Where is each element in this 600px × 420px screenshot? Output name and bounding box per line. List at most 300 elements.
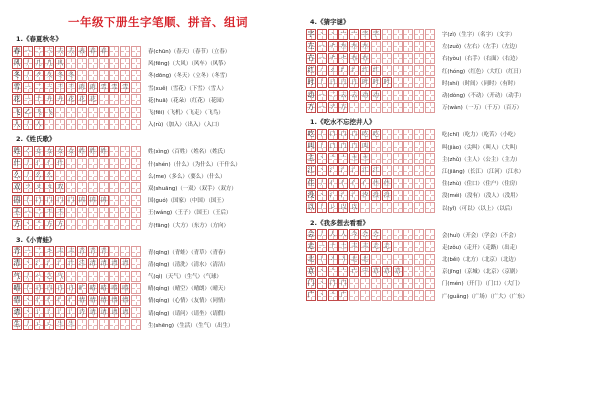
stroke-step-cell (23, 82, 33, 93)
cell-glyph: 氵 (329, 191, 336, 199)
stroke-step-cell (338, 41, 348, 52)
cell-glyph: 字 (372, 30, 379, 38)
cell-glyph: 么 (46, 172, 53, 180)
cell-glyph: 几 (46, 59, 53, 67)
stroke-step-cell (88, 94, 98, 105)
stroke-step-cell (23, 283, 33, 294)
pinyin-and-words: 京(jīng)（京城）（北京）（京剧） (442, 269, 521, 276)
empty-cell (109, 46, 119, 57)
stroke-step-cell (349, 202, 359, 213)
cell-glyph: 口 (329, 143, 336, 151)
character-row (12, 118, 304, 130)
cell-glyph: レ (329, 204, 336, 212)
stroke-step-cell (338, 77, 348, 88)
empty-cell (88, 119, 98, 130)
stroke-step-cell (328, 229, 338, 240)
stroke-step-cell (34, 119, 44, 130)
pinyin-and-words: 么(me)（多么）（要么）（什么） (148, 173, 226, 180)
cell-glyph: 姓 (13, 146, 21, 155)
character-cell (306, 153, 316, 164)
cell-glyph: 国 (100, 196, 107, 204)
character-row (12, 69, 304, 81)
stroke-step-cell (317, 65, 327, 76)
stroke-order-grid (12, 319, 142, 330)
stroke-step-cell (44, 158, 54, 169)
pinyin-and-words: 左(zuǒ)（左右）（左手）（左边） (442, 44, 521, 51)
cell-glyph: 丿 (24, 59, 31, 67)
cell-glyph: 青 (78, 248, 85, 256)
stroke-step-cell (382, 77, 392, 88)
cell-glyph: 会 (362, 231, 369, 239)
stroke-step-cell (88, 295, 98, 306)
cell-glyph: 时 (362, 79, 369, 87)
stroke-step-cell (34, 46, 44, 57)
empty-cell (425, 102, 435, 113)
cell-glyph: 请 (100, 309, 107, 317)
cell-glyph: フ (24, 184, 31, 192)
right-column (306, 0, 594, 420)
empty-cell (371, 278, 381, 289)
stroke-step-cell (55, 82, 65, 93)
cell-glyph: 夫 (68, 47, 75, 55)
stroke-step-cell (120, 82, 130, 93)
cell-glyph: 宀 (351, 30, 358, 38)
cell-glyph: 飞 (13, 107, 21, 116)
cell-glyph: 吃 (362, 130, 369, 138)
empty-cell (425, 178, 435, 189)
stroke-step-cell (99, 195, 109, 206)
cell-glyph: 丬 (340, 255, 347, 263)
cell-glyph: 请 (89, 309, 96, 317)
cell-glyph: 云 (351, 91, 358, 99)
cell-glyph: 京 (372, 267, 379, 275)
cell-glyph: 风 (13, 58, 21, 67)
stroke-step-cell (120, 295, 130, 306)
empty-cell (414, 278, 424, 289)
stroke-step-cell (349, 241, 359, 252)
stroke-step-cell (55, 319, 65, 330)
stroke-step-cell (34, 307, 44, 318)
cell-glyph: 情 (89, 296, 96, 304)
character-cell (12, 271, 22, 282)
cell-glyph: 一 (318, 103, 325, 111)
empty-cell (371, 254, 381, 265)
stroke-step-cell (349, 266, 359, 277)
empty-cell (131, 319, 141, 330)
empty-cell (109, 94, 119, 105)
cell-glyph: 丶 (318, 30, 325, 38)
cell-glyph: 夂 (46, 71, 53, 79)
stroke-order-grid (306, 141, 436, 152)
character-cell (12, 246, 22, 257)
cell-glyph: 冬 (68, 71, 75, 79)
lesson-section (306, 218, 594, 302)
character-row (306, 265, 594, 277)
stroke-step-cell (328, 53, 338, 64)
cell-glyph: く (24, 147, 31, 155)
empty-cell (414, 77, 424, 88)
stroke-step-cell (66, 195, 76, 206)
stroke-step-cell (109, 295, 119, 306)
empty-cell (99, 207, 109, 218)
cell-glyph: 廾 (57, 96, 64, 104)
stroke-order-grid (306, 290, 436, 301)
empty-cell (393, 190, 403, 201)
stroke-step-cell (338, 254, 348, 265)
cell-glyph: 汁 (68, 260, 75, 268)
empty-cell (131, 182, 141, 193)
character-row (306, 40, 594, 52)
stroke-step-cell (349, 178, 359, 189)
stroke-step-cell (55, 46, 65, 57)
stroke-step-cell (55, 182, 65, 193)
cell-glyph: 宁 (362, 267, 369, 275)
cell-glyph: 时 (372, 79, 379, 87)
character-row (12, 170, 304, 182)
stroke-step-cell (371, 178, 381, 189)
character-cell (306, 178, 316, 189)
cell-glyph: 动 (372, 91, 379, 99)
cell-glyph: 以 (340, 204, 347, 212)
stroke-step-cell (317, 102, 327, 113)
cell-glyph: 飞 (35, 108, 42, 116)
stroke-order-grid (306, 178, 436, 189)
character-cell (12, 319, 22, 330)
character-row (12, 182, 304, 194)
stroke-step-cell (88, 258, 98, 269)
stroke-step-cell (99, 82, 109, 93)
cell-glyph: 忄 (46, 296, 53, 304)
character-cell (12, 119, 22, 130)
cell-glyph: 丿 (24, 321, 31, 329)
stroke-step-cell (120, 307, 130, 318)
cell-glyph: 雪 (13, 83, 21, 92)
character-cell (306, 65, 316, 76)
cell-glyph: 情 (78, 296, 85, 304)
cell-glyph: 北 (351, 255, 358, 263)
stroke-step-cell (99, 258, 109, 269)
cell-glyph: 王 (13, 207, 21, 216)
cell-glyph: 氵 (329, 167, 336, 175)
stroke-step-cell (338, 65, 348, 76)
cell-glyph: 情 (111, 296, 118, 304)
stroke-step-cell (349, 90, 359, 101)
cell-glyph: 一 (24, 84, 31, 92)
empty-cell (88, 158, 98, 169)
lesson-heading: 1.《春夏秋冬》 (16, 35, 62, 43)
character-cell (12, 46, 22, 57)
stroke-step-cell (44, 283, 54, 294)
cell-glyph: 丨 (318, 255, 325, 263)
empty-cell (99, 158, 109, 169)
character-row (306, 153, 594, 165)
cell-glyph: 一 (318, 42, 325, 50)
stroke-step-cell (338, 290, 348, 301)
cell-glyph: 清 (100, 260, 107, 268)
stroke-order-grid (12, 207, 142, 218)
empty-cell (425, 53, 435, 64)
empty-cell (382, 102, 392, 113)
cell-glyph: ナ (329, 42, 336, 50)
empty-cell (77, 170, 87, 181)
stroke-step-cell (360, 178, 370, 189)
empty-cell (120, 58, 130, 69)
empty-cell (66, 158, 76, 169)
empty-cell (120, 246, 130, 257)
empty-cell (393, 278, 403, 289)
stroke-step-cell (55, 158, 65, 169)
cell-glyph: 亻 (46, 160, 53, 168)
empty-cell (109, 195, 119, 206)
cell-glyph: 清 (111, 260, 118, 268)
stroke-step-cell (55, 258, 65, 269)
cell-glyph: 主 (307, 154, 315, 163)
character-cell (12, 307, 22, 318)
empty-cell (66, 107, 76, 118)
stroke-step-cell (34, 246, 44, 257)
cell-glyph: 花 (78, 96, 85, 104)
cell-glyph: 花 (13, 95, 21, 104)
character-row (306, 201, 594, 213)
pinyin-and-words: 江(jiāng)（长江）（江河）（江水） (442, 168, 525, 175)
stroke-step-cell (360, 266, 370, 277)
cell-glyph: 方 (57, 221, 64, 229)
stroke-step-cell (44, 170, 54, 181)
empty-cell (120, 107, 130, 118)
empty-cell (382, 90, 392, 101)
empty-cell (120, 94, 130, 105)
empty-cell (77, 219, 87, 230)
empty-cell (131, 307, 141, 318)
empty-cell (99, 70, 109, 81)
cell-glyph: 丨 (318, 143, 325, 151)
stroke-step-cell (338, 202, 348, 213)
empty-cell (99, 170, 109, 181)
cell-glyph: 晴 (122, 284, 129, 292)
empty-cell (349, 102, 359, 113)
character-cell (306, 77, 316, 88)
empty-cell (425, 290, 435, 301)
character-row (12, 194, 304, 206)
stroke-step-cell (99, 146, 109, 157)
character-row (306, 290, 594, 302)
empty-cell (414, 241, 424, 252)
empty-cell (66, 207, 76, 218)
stroke-order-grid (306, 165, 436, 176)
empty-cell (403, 254, 413, 265)
character-cell (306, 102, 316, 113)
cell-glyph: 么 (13, 171, 21, 180)
stroke-step-cell (23, 170, 33, 181)
stroke-order-grid (306, 266, 436, 277)
cell-glyph: 今 (351, 231, 358, 239)
character-row (306, 101, 594, 113)
cell-glyph: 丶 (24, 260, 31, 268)
empty-cell (371, 41, 381, 52)
character-cell (306, 90, 316, 101)
stroke-step-cell (44, 219, 54, 230)
empty-cell (131, 82, 141, 93)
empty-cell (393, 65, 403, 76)
character-row (12, 270, 304, 282)
empty-cell (120, 70, 130, 81)
stroke-order-grid (306, 90, 436, 101)
empty-cell (382, 290, 392, 301)
cell-glyph: 国 (89, 196, 96, 204)
stroke-step-cell (77, 258, 87, 269)
lesson-section (12, 134, 304, 230)
cell-glyph: ㄴ (35, 321, 42, 329)
stroke-order-grid (12, 307, 142, 318)
character-cell (12, 195, 22, 206)
character-row (306, 77, 594, 89)
stroke-step-cell (34, 182, 44, 193)
pinyin-and-words: 门(mén)（开门）（门口）（大门） (442, 281, 523, 288)
empty-cell (109, 207, 119, 218)
empty-cell (425, 90, 435, 101)
stroke-step-cell (44, 146, 54, 157)
stroke-step-cell (77, 146, 87, 157)
cell-glyph: 女 (57, 147, 64, 155)
empty-cell (66, 182, 76, 193)
cell-glyph: 左 (340, 42, 347, 50)
stroke-order-grid (306, 278, 436, 289)
cell-glyph: 冂 (35, 196, 42, 204)
pinyin-and-words: 生(shēng)（生活）（生气）（出生） (148, 322, 234, 329)
cell-glyph: 雪 (122, 84, 129, 92)
stroke-step-cell (371, 229, 381, 240)
stroke-step-cell (44, 195, 54, 206)
stroke-step-cell (360, 241, 370, 252)
empty-cell (425, 29, 435, 40)
stroke-step-cell (328, 153, 338, 164)
cell-glyph: 气 (13, 271, 21, 280)
empty-cell (131, 219, 141, 230)
cell-glyph: 女 (46, 147, 53, 155)
stroke-step-cell (328, 278, 338, 289)
cell-glyph: 冂 (68, 196, 75, 204)
cell-glyph: 一 (318, 243, 325, 251)
stroke-step-cell (34, 158, 44, 169)
cell-glyph: 一 (24, 208, 31, 216)
empty-cell (382, 141, 392, 152)
pinyin-and-words: 双(shuāng)（一双）（双手）（双方） (148, 185, 237, 192)
stroke-order-grid (12, 295, 142, 306)
lesson-section (12, 235, 304, 331)
stroke-step-cell (66, 283, 76, 294)
empty-cell (131, 70, 141, 81)
lesson-heading: 2.《姓氏歌》 (16, 135, 56, 144)
stroke-step-cell (317, 178, 327, 189)
stroke-step-cell (34, 58, 44, 69)
cell-glyph: 花 (89, 96, 96, 104)
stroke-step-cell (328, 141, 338, 152)
cell-glyph: 云 (340, 91, 347, 99)
empty-cell (414, 190, 424, 201)
pinyin-and-words: 王(wáng)（王子）（国王）（王后） (148, 210, 232, 217)
stroke-order-grid (306, 153, 436, 164)
cell-glyph: 京 (383, 267, 390, 275)
stroke-step-cell (44, 94, 54, 105)
cell-glyph: 动 (307, 90, 315, 99)
stroke-step-cell (109, 82, 119, 93)
cell-glyph: 亠 (340, 267, 347, 275)
empty-cell (403, 153, 413, 164)
empty-cell (403, 266, 413, 277)
empty-cell (393, 53, 403, 64)
stroke-step-cell (349, 165, 359, 176)
pinyin-and-words: 姓(xìng)（百姓）（姓名）（姓氏） (148, 149, 229, 156)
stroke-step-cell (317, 254, 327, 265)
cell-glyph: ㄑ (318, 67, 325, 75)
character-row (12, 218, 304, 230)
cell-glyph: 二 (35, 84, 42, 92)
stroke-step-cell (382, 266, 392, 277)
cell-glyph: 北 (307, 254, 315, 263)
stroke-order-grid (306, 202, 436, 213)
stroke-step-cell (34, 283, 44, 294)
empty-cell (88, 107, 98, 118)
cell-glyph: 走 (307, 242, 315, 251)
empty-cell (109, 58, 119, 69)
stroke-step-cell (338, 278, 348, 289)
cell-glyph: 会 (372, 231, 379, 239)
cell-glyph: 旷 (78, 284, 85, 292)
empty-cell (393, 141, 403, 152)
empty-cell (403, 102, 413, 113)
character-rows (306, 28, 594, 113)
empty-cell (425, 141, 435, 152)
cell-glyph: 口 (351, 130, 358, 138)
empty-cell (403, 278, 413, 289)
cell-glyph: 清 (89, 260, 96, 268)
cell-glyph: 二 (35, 208, 42, 216)
cell-glyph: 清 (13, 259, 21, 268)
stroke-step-cell (360, 77, 370, 88)
cell-glyph: 丶 (318, 155, 325, 163)
stroke-step-cell (328, 129, 338, 140)
stroke-step-cell (66, 258, 76, 269)
empty-cell (66, 271, 76, 282)
cell-glyph: 走 (383, 243, 390, 251)
stroke-step-cell (99, 46, 109, 57)
stroke-step-cell (23, 70, 33, 81)
stroke-step-cell (382, 241, 392, 252)
stroke-step-cell (349, 229, 359, 240)
document-title: 一年级下册生字笔顺、拼音、组词 (68, 15, 248, 29)
empty-cell (131, 158, 141, 169)
cell-glyph: 丶 (318, 191, 325, 199)
stroke-step-cell (55, 295, 65, 306)
character-cell (12, 283, 22, 294)
cell-glyph: 万 (340, 103, 347, 111)
cell-glyph: 诗 (78, 309, 85, 317)
empty-cell (360, 102, 370, 113)
cell-glyph: 女 (35, 147, 42, 155)
cell-glyph: 国 (78, 196, 85, 204)
stroke-step-cell (338, 90, 348, 101)
empty-cell (349, 278, 359, 289)
empty-cell (109, 271, 119, 282)
stroke-order-grid (306, 65, 436, 76)
stroke-step-cell (66, 82, 76, 93)
stroke-step-cell (55, 246, 65, 257)
stroke-order-grid (12, 94, 142, 105)
empty-cell (99, 182, 109, 193)
cell-glyph: 三 (46, 84, 53, 92)
character-cell (12, 219, 22, 230)
stroke-step-cell (317, 29, 327, 40)
